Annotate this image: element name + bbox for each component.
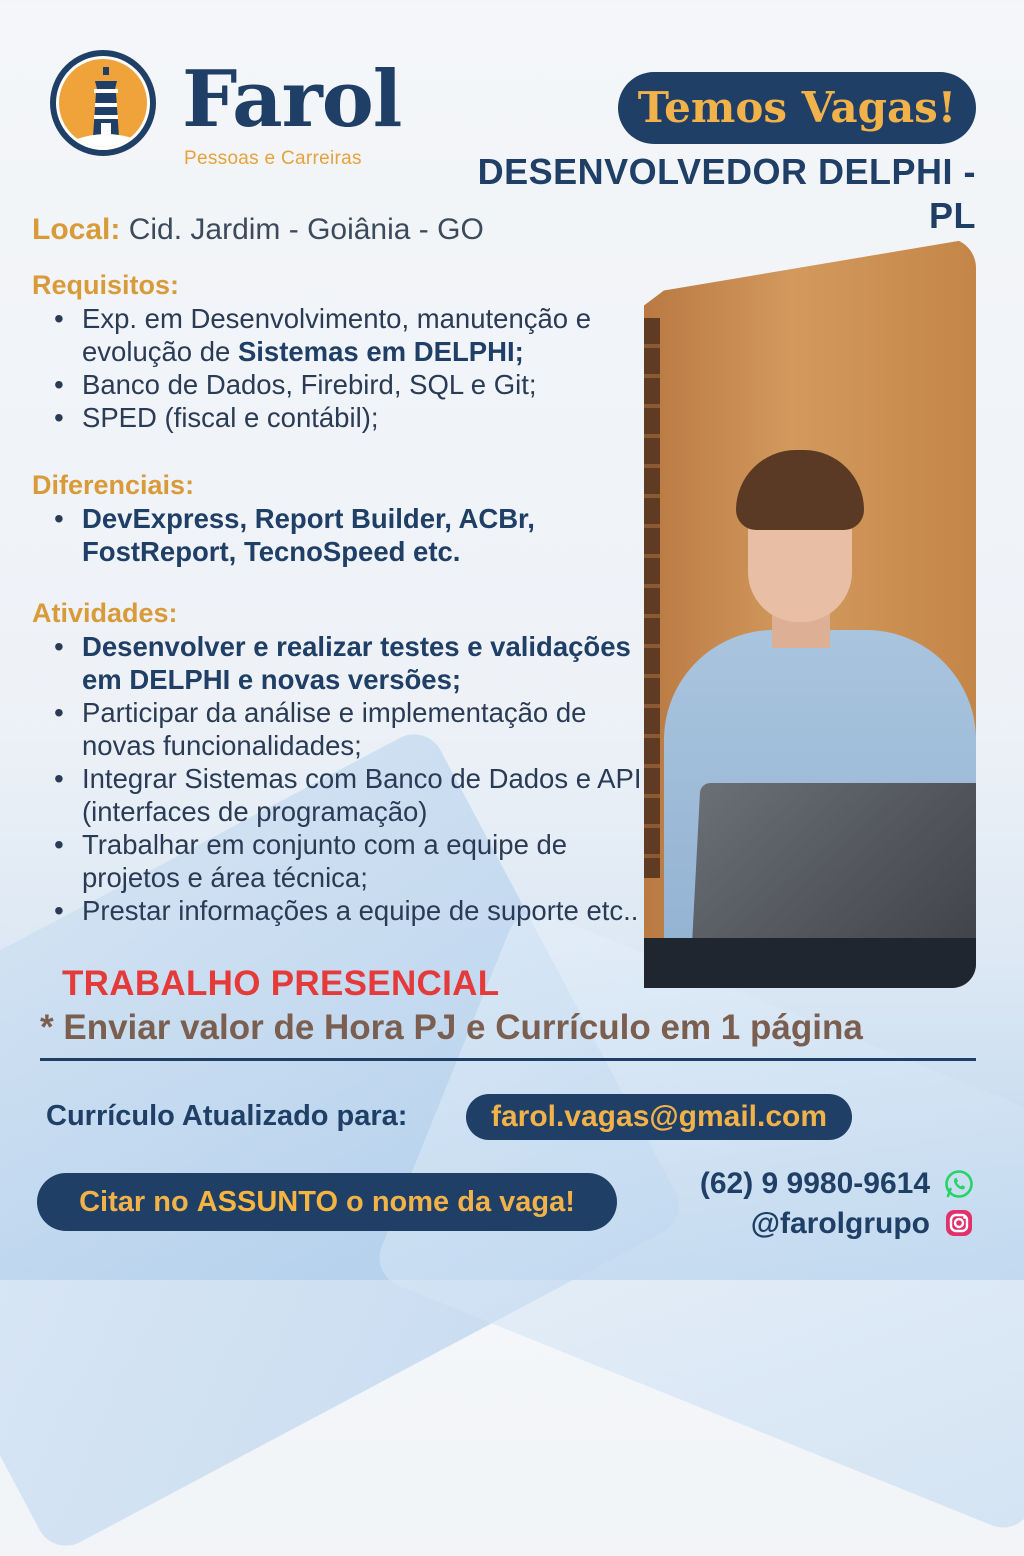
requisitos-section — [32, 268, 652, 434]
submission-note: * Enviar valor de Hora PJ e Currículo em 1 página — [40, 1008, 863, 1047]
vagas-badge: Temos Vagas! — [618, 72, 976, 144]
atividades-section — [32, 596, 642, 927]
diferenciais-section — [32, 468, 632, 568]
diferenciais-list — [32, 502, 632, 568]
job-title: DESENVOLVEDOR DELPHI - PL — [477, 151, 976, 236]
list-item: • DevExpress, Report Builder, ACBr, FostReport, TecnoSpeed etc. — [32, 502, 632, 568]
brand-tagline: Pessoas e Carreiras — [184, 148, 362, 169]
divider — [40, 1058, 976, 1061]
location-value: Cid. Jardim - Goiânia - GO — [128, 213, 484, 246]
requisitos-title: Requisitos: — [32, 270, 180, 300]
location-label: Local: — [32, 213, 121, 246]
list-item: • Exp. em Desenvolvimento, manutenção e evolução de Sistemas em DELPHI; — [32, 302, 652, 368]
list-item: • SPED (fiscal e contábil); — [32, 401, 652, 434]
list-item: • Integrar Sistemas com Banco de Dados e API (interfaces de programação) — [32, 762, 642, 828]
instagram-icon[interactable] — [944, 1208, 974, 1238]
list-item: • Desenvolver e realizar testes e validações em DELPHI e novas versões; — [32, 630, 642, 696]
list-item: • Trabalhar em conjunto com a equipe de projetos e área técnica; — [32, 828, 642, 894]
candidate-photo — [644, 238, 976, 988]
assunto-notice: Citar no ASSUNTO o nome da vaga! — [37, 1173, 617, 1231]
curriculo-label: Currículo Atualizado para: — [46, 1100, 408, 1132]
phone-number[interactable]: (62) 9 9980-9614 — [699, 1167, 930, 1200]
whatsapp-icon[interactable] — [944, 1169, 974, 1199]
brand-name: Farol — [182, 54, 402, 145]
presencial-notice: TRABALHO PRESENCIAL — [62, 964, 500, 1003]
location — [32, 210, 484, 250]
list-item: • Banco de Dados, Firebird, SQL e Git; — [32, 368, 652, 401]
atividades-list — [32, 630, 642, 927]
atividades-title: Atividades: — [32, 598, 178, 628]
lighthouse-logo-icon — [50, 50, 156, 156]
list-item: • Prestar informações a equipe de suporte etc.. — [32, 894, 642, 927]
list-item: • Participar da análise e implementação de novas funcionalidades; — [32, 696, 642, 762]
instagram-handle[interactable]: @farolgrupo — [750, 1207, 930, 1240]
diferenciais-title: Diferenciais: — [32, 470, 195, 500]
requisitos-list — [32, 302, 652, 434]
email-link[interactable]: farol.vagas@gmail.com — [466, 1094, 852, 1140]
